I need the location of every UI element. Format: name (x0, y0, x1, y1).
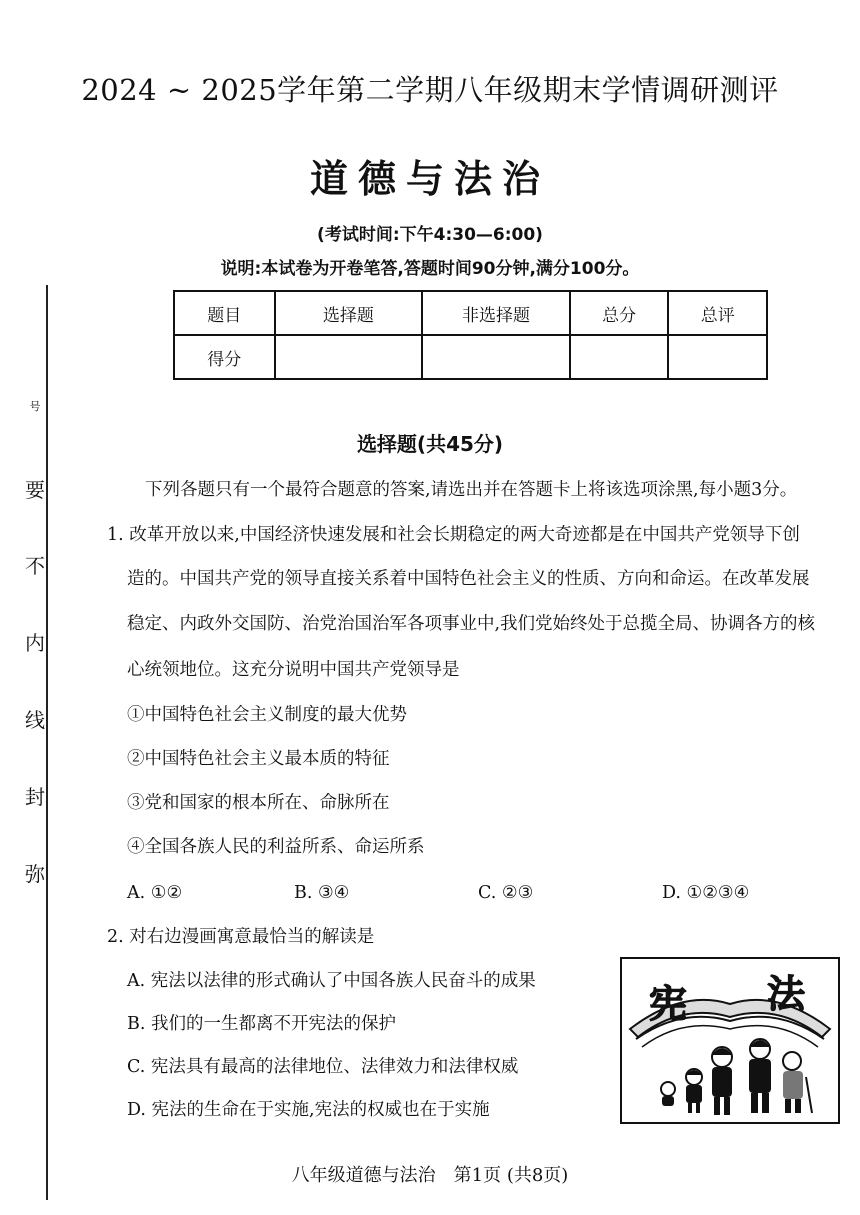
exam-note: 说明:本试卷为开卷笔答,答题时间90分钟,满分100分。 (220, 259, 640, 279)
binding-char: 线 (25, 708, 45, 732)
score-table-header: 题目 (174, 291, 275, 335)
score-cell-total[interactable] (570, 335, 669, 379)
exam-time: (考试时间:下午4:30—6:00) (317, 225, 543, 245)
q2-option-b: B. 我们的一生都离不开宪法的保护 (127, 1014, 396, 1034)
constitution-cartoon-drawing (622, 959, 838, 1122)
q1-statement: ③党和国家的根本所在、命脉所在 (127, 793, 390, 813)
q1-stem-line: 造的。中国共产党的领导直接关系着中国特色社会主义的性质、方向和命运。在改革发展 (127, 569, 810, 589)
q1-option-b: B. ③④ (294, 883, 350, 903)
q1-statement: ④全国各族人民的利益所系、命运所系 (127, 837, 425, 857)
score-cell-evaluation[interactable] (668, 335, 767, 379)
q2-stem: 2. 对右边漫画寓意最恰当的解读是 (107, 927, 375, 947)
q2-option-c: C. 宪法具有最高的法律地位、法律效力和法律权威 (127, 1057, 519, 1077)
q1-option-a: A. ①② (127, 883, 183, 903)
score-table-score-row (174, 335, 767, 379)
page-footer: 八年级道德与法治 第1页 (共8页) (291, 1165, 569, 1186)
score-cell-nonchoice[interactable] (422, 335, 570, 379)
binding-char: 内 (25, 631, 45, 655)
score-table-header: 选择题 (275, 291, 423, 335)
binding-char: 封 (25, 785, 45, 809)
exam-title: 2024 ~ 2025学年第二学期八年级期末学情调研测评 (81, 73, 779, 107)
cartoon-figures (661, 1039, 812, 1115)
score-cell-choice[interactable] (275, 335, 423, 379)
score-table-header: 总分 (570, 291, 669, 335)
q1-option-c: C. ②③ (478, 883, 534, 903)
binding-line (46, 285, 48, 1200)
score-table (173, 290, 768, 380)
score-row-label: 得分 (174, 335, 275, 379)
subject-title: 道德与法治 (309, 157, 550, 201)
binding-char: 要 (25, 478, 45, 502)
q1-stem-line: 心统领地位。这充分说明中国共产党领导是 (127, 660, 460, 680)
q1-statement: ①中国特色社会主义制度的最大优势 (127, 705, 407, 725)
section-heading: 选择题(共45分) (356, 432, 504, 456)
q2-option-a: A. 宪法以法律的形式确认了中国各族人民奋斗的成果 (127, 971, 536, 991)
q1-option-d: D. ①②③④ (662, 883, 750, 903)
q1-stem-line: 稳定、内政外交国防、治党治国治军各项事业中,我们党始终处于总揽全局、协调各方的核 (127, 614, 816, 634)
q1-stem-line: 1. 改革开放以来,中国经济快速发展和社会长期稳定的两大奇迹都是在中国共产党领导下创 (107, 525, 800, 545)
binding-char: 弥 (25, 862, 45, 886)
binding-char: 不 (25, 554, 45, 578)
score-table-header: 总评 (668, 291, 767, 335)
q2-option-d: D. 宪法的生命在于实施,宪法的权威也在于实施 (127, 1100, 490, 1120)
cartoon-char-right: 法 (766, 972, 806, 1016)
q1-statement: ②中国特色社会主义最本质的特征 (127, 749, 390, 769)
binding-char: 号 (29, 400, 41, 413)
constitution-cartoon (620, 957, 840, 1124)
section-instruction: 下列各题只有一个最符合题意的答案,请选出并在答题卡上将该选项涂黑,每小题3分。 (145, 480, 798, 500)
cartoon-char-left: 宪 (648, 982, 688, 1026)
score-table-header-row (174, 291, 767, 335)
score-table-header: 非选择题 (422, 291, 570, 335)
